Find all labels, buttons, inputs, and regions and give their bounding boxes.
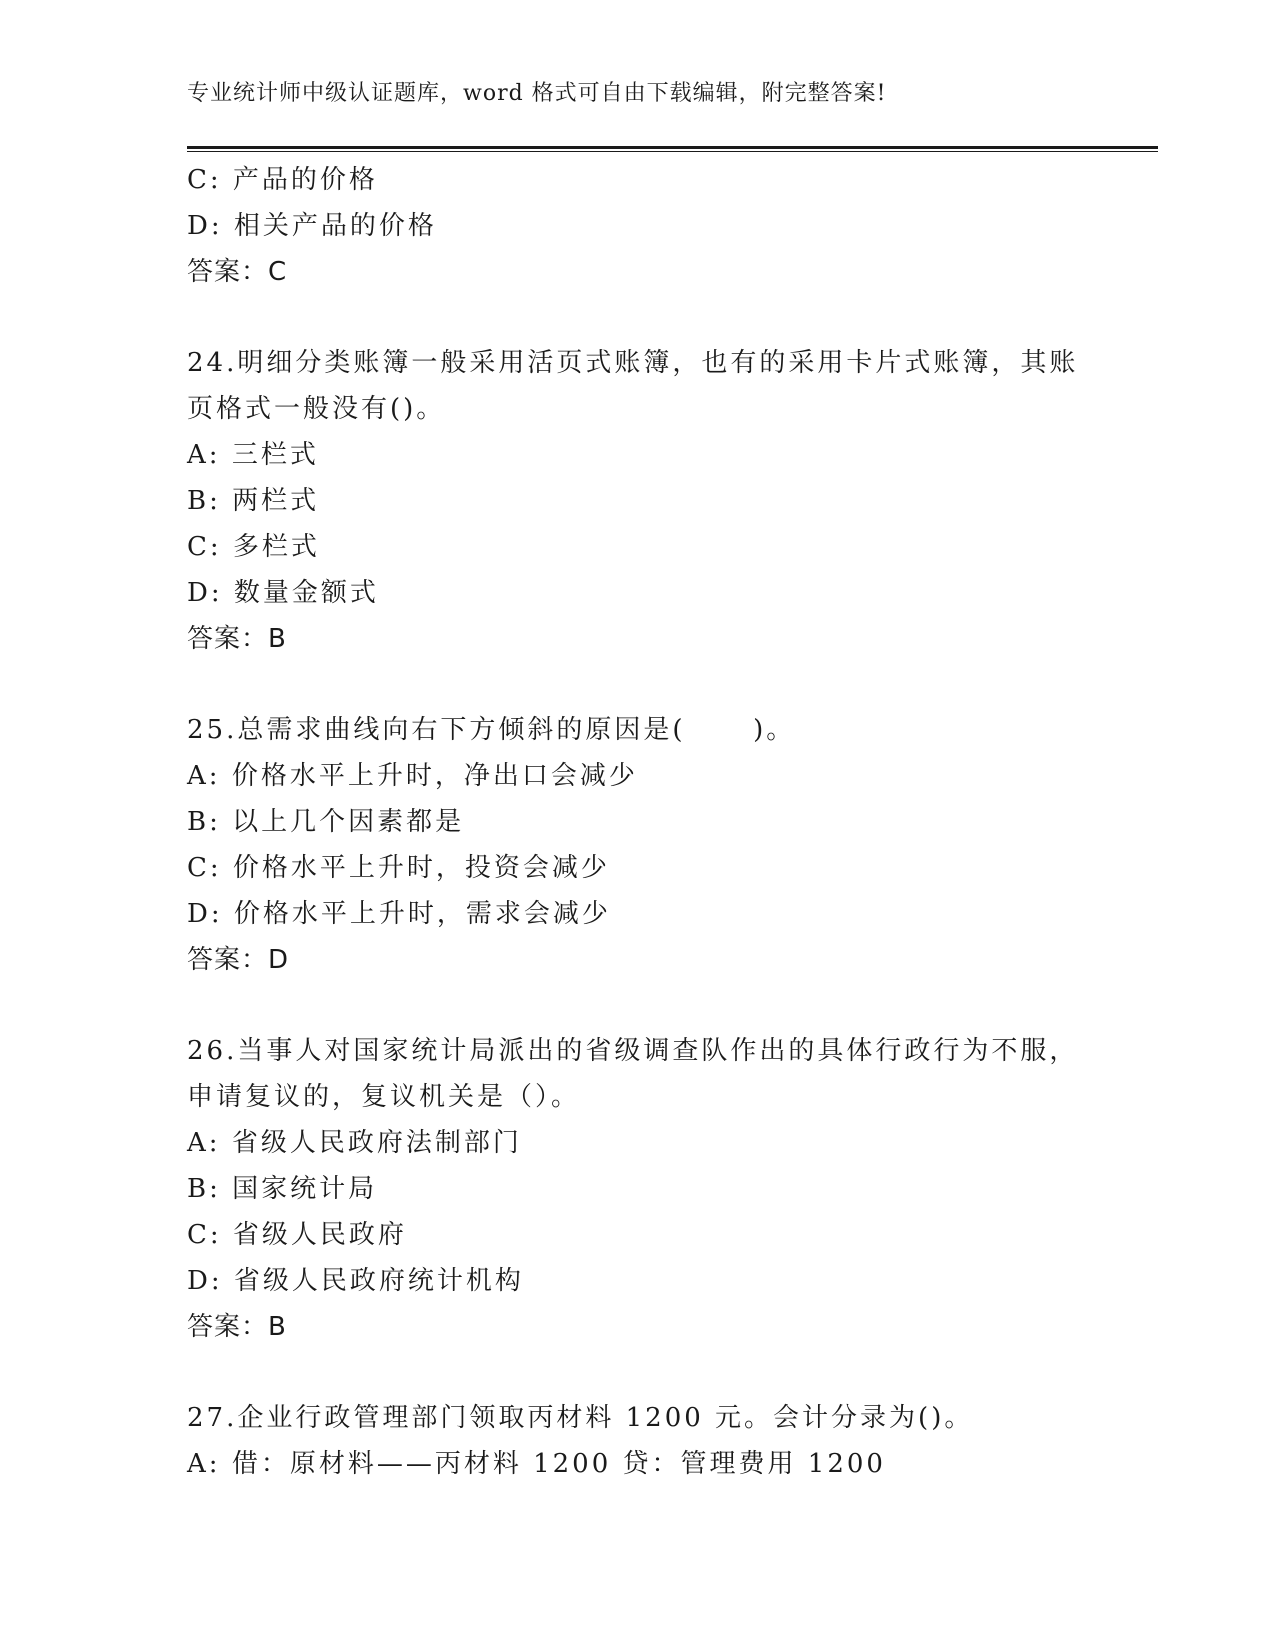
option-text: 省级人民政府法制部门 (231, 1128, 522, 1158)
option-label: C: (187, 165, 222, 195)
question-stem: 26.当事人对国家统计局派出的省级调查队作出的具体行政行为不服， (187, 1036, 1079, 1066)
option-a (187, 432, 1087, 478)
question-content (187, 157, 1087, 1487)
header-divider (187, 146, 1158, 149)
option-label: A: (187, 1128, 221, 1158)
option-label: A: (187, 761, 221, 791)
option-label: D: (187, 899, 223, 929)
question-stem: 24.明细分类账簿一般采用活页式账簿，也有的采用卡片式账簿，其账 (187, 348, 1079, 378)
option-label: A: (187, 1449, 221, 1479)
option-c (187, 524, 1087, 570)
option-d (187, 1258, 1087, 1304)
option-c (187, 845, 1087, 891)
option-text: 多栏式 (232, 532, 320, 562)
option-label: B: (187, 807, 221, 837)
option-label: D: (187, 578, 223, 608)
answer-line: 答案：C (187, 257, 288, 287)
option-text: 国家统计局 (232, 1174, 378, 1204)
option-label: B: (187, 1174, 221, 1204)
option-text: 数量金额式 (233, 578, 379, 608)
option-b (187, 478, 1087, 524)
option-c (187, 1212, 1087, 1258)
option-label: A: (187, 440, 221, 470)
header-divider-thin (187, 151, 1158, 152)
option-label: D: (187, 1266, 223, 1296)
answer-line: 答案：B (187, 1312, 287, 1342)
option-text: 相关产品的价格 (233, 211, 437, 241)
question-stem: 页格式一般没有()。 (187, 394, 446, 424)
page-header: 专业统计师中级认证题库，word 格式可自由下载编辑，附完整答案! (187, 81, 887, 106)
option-d (187, 891, 1087, 937)
option-text: 价格水平上升时，投资会减少 (232, 853, 610, 883)
option-label: C: (187, 1220, 222, 1250)
option-label: B: (187, 486, 221, 516)
answer-line: 答案：D (187, 945, 290, 975)
option-d (187, 203, 1087, 249)
option-a (187, 1441, 1087, 1487)
option-label: D: (187, 211, 223, 241)
option-label: C: (187, 853, 222, 883)
option-text: 价格水平上升时，净出口会减少 (231, 761, 638, 791)
option-a (187, 753, 1087, 799)
option-text: 省级人民政府 (232, 1220, 407, 1250)
option-text: 省级人民政府统计机构 (233, 1266, 524, 1296)
option-text: 三栏式 (231, 440, 319, 470)
answer-line: 答案：B (187, 624, 287, 654)
question-stem: 申请复议的，复议机关是（）。 (187, 1082, 581, 1112)
question-stem: 25.总需求曲线向右下方倾斜的原因是( )。 (187, 715, 796, 745)
option-label: C: (187, 532, 222, 562)
option-text: 价格水平上升时，需求会减少 (233, 899, 611, 929)
option-b (187, 1166, 1087, 1212)
option-text: 借：原材料——丙材料 1200 贷：管理费用 1200 (231, 1449, 886, 1479)
option-b (187, 799, 1087, 845)
option-text: 两栏式 (232, 486, 320, 516)
option-c (187, 157, 1087, 203)
option-text: 以上几个因素都是 (232, 807, 465, 837)
option-d (187, 570, 1087, 616)
option-text: 产品的价格 (232, 165, 378, 195)
question-stem: 27.企业行政管理部门领取丙材料 1200 元。会计分录为()。 (187, 1403, 974, 1433)
option-a (187, 1120, 1087, 1166)
